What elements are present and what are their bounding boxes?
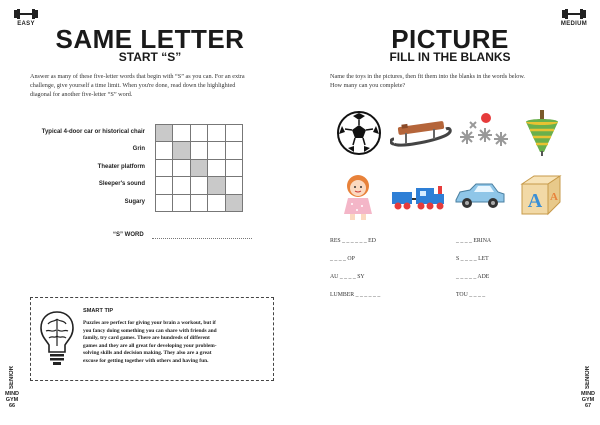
intro-text [330,72,580,90]
page-subtitle: START “S” [118,50,182,64]
blank-word-1[interactable]: RES _ _ _ _ _ _ ED [330,238,376,244]
soccer-ball-icon [336,110,382,156]
grid-cell[interactable] [225,125,242,142]
grid-cell-highlight[interactable] [208,177,225,194]
grid-cell[interactable] [208,125,225,142]
s-word-answer-line[interactable] [152,238,252,239]
grid-cell[interactable] [190,125,207,142]
grid-cell[interactable] [190,177,207,194]
grid-cell[interactable] [156,194,173,211]
grid-cell[interactable] [208,159,225,176]
page-number: 66 [8,403,16,409]
grid-row [156,194,243,211]
tip-line: family, try card games. There are hundreds of different [83,335,210,342]
svg-text:A: A [527,190,543,212]
tip-line: excuse for getting together with others and having fun. [83,357,209,364]
grid-cell-highlight[interactable] [225,194,242,211]
answer-grid [155,124,243,212]
dumbbell-icon [13,8,39,20]
grid-cell[interactable] [173,159,190,176]
intro-line: Answer as many of these five-letter words that begin with “S” as you can. For an extra [30,73,245,80]
page-title: SAME LETTER [55,24,245,54]
sled-icon [390,118,452,152]
page-title: PICTURE [391,24,509,54]
grid-cell[interactable] [156,159,173,176]
grid-cell[interactable] [225,142,242,159]
alphabet-block-icon [518,172,564,218]
grid-cell[interactable] [208,194,225,211]
clue-1: Typical 4-door car or historical chair [41,129,145,135]
series-sub: MIND GYM [4,391,20,403]
blank-word-4[interactable]: LUMBER _ _ _ _ _ _ [330,292,381,298]
blank-word-6[interactable]: S _ _ _ _ LET [456,256,489,262]
grid-cell[interactable] [208,142,225,159]
brain-lightbulb-icon [39,310,75,368]
grid-cell[interactable] [190,142,207,159]
grid-cell[interactable] [156,142,173,159]
smart-tip-title: SMART TIP [83,308,114,314]
clue-5: Sugary [124,198,145,205]
doll-icon [336,172,380,222]
intro-line: diagonal for another five-letter “S” word. [30,91,133,98]
clue-3: Theater platform [97,163,145,170]
grid-cell[interactable] [156,177,173,194]
svg-text:A: A [550,191,558,203]
tip-line: solving skills and decision making. They also are a great [83,350,212,357]
grid-cell[interactable] [190,194,207,211]
grid-cell[interactable] [173,177,190,194]
clue-list [22,124,145,211]
series-sub: MIND GYM [580,391,596,403]
grid-cell-highlight[interactable] [190,159,207,176]
tip-line: games and they are all great for developing your problem- [83,342,217,349]
tip-line: Puzzles are perfect for giving your brain a workout, but if [83,320,216,326]
grid-row [156,142,243,159]
toy-train-icon [390,182,448,212]
jacks-icon [456,112,512,152]
smart-tip-box [30,297,274,381]
side-mark-right [580,366,596,409]
blank-word-2[interactable]: _ _ _ _ OP [330,256,355,262]
difficulty-label: EASY [17,21,35,27]
blank-word-8[interactable]: TOU _ _ _ _ [456,292,486,298]
page-number: 67 [584,403,592,409]
intro-line: How many can you complete? [330,82,406,89]
tip-line: you fancy doing something you can share with friends and [83,327,217,334]
grid-row [156,159,243,176]
grid-cell[interactable] [173,125,190,142]
grid-row [156,125,243,142]
series-label: SENIOR [9,365,15,389]
grid-cell-highlight[interactable] [173,142,190,159]
blank-word-3[interactable]: AU _ _ _ _ SY [330,274,365,280]
grid-cell[interactable] [173,194,190,211]
intro-text [30,72,280,99]
side-mark-left [4,366,20,409]
grid-cell-highlight[interactable] [156,125,173,142]
blank-word-7[interactable]: _ _ _ _ _ ADE [456,274,490,280]
clue-2: Grin [132,146,145,153]
intro-line: challenge, give yourself a time limit. When you're done, read down the highlighted [30,82,236,89]
right-page [300,0,600,425]
clue-4: Sleeper's sound [98,181,145,188]
blank-word-5[interactable]: _ _ _ _ ERINA [456,238,492,244]
series-label: SENIOR [585,365,591,389]
toy-car-icon [452,180,508,212]
spinning-top-icon [522,108,562,158]
grid-row [156,177,243,194]
difficulty-label: MEDIUM [560,21,588,27]
grid-cell[interactable] [225,159,242,176]
s-word-label: “S” WORD [113,232,144,238]
page-subtitle: FILL IN THE BLANKS [389,50,511,64]
dumbbell-icon [561,8,587,20]
grid-cell[interactable] [225,177,242,194]
smart-tip-body [83,320,269,366]
intro-line: Name the toys in the pictures, then fit them into the blanks in the words below. [330,73,525,80]
